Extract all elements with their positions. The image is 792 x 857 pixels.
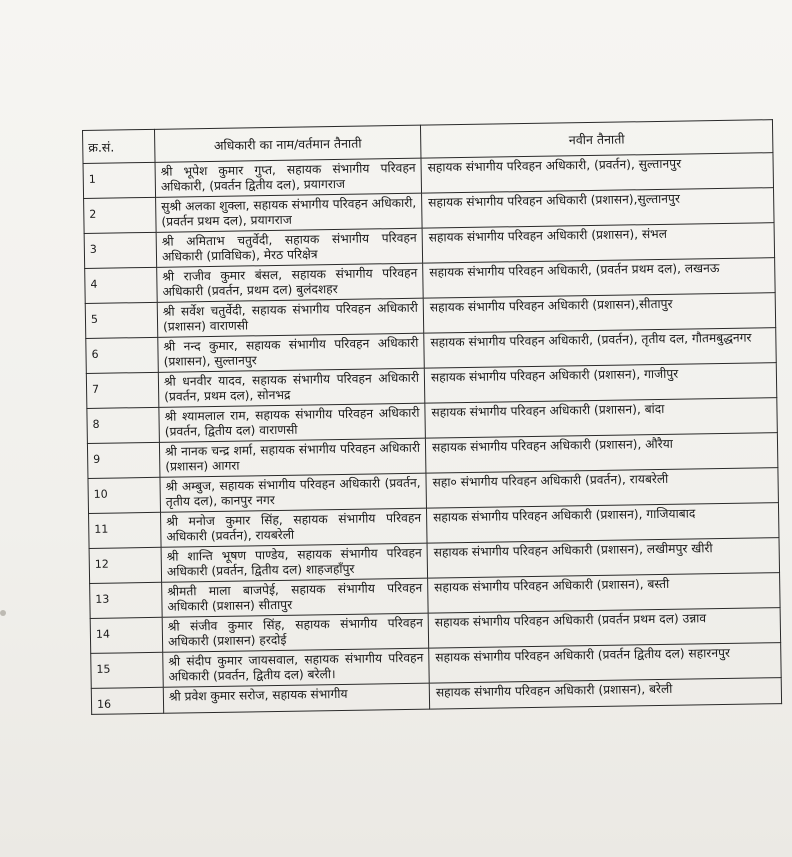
- header-new-posting: नवीन तैनाती: [420, 120, 772, 159]
- officer-cell: श्री राजीव कुमार बंसल, सहायक संभागीय परिवहन अधिकारी (प्रवर्तन, प्रथम दल) बुलंदशहर: [157, 263, 424, 302]
- new-posting-cell: सहायक संभागीय परिवहन अधिकारी (प्रशासन), गाजियाबाद: [426, 503, 779, 544]
- officer-cell: श्री शान्ति भूषण पाण्डेय, सहायक संभागीय परिवहन अधिकारी (प्रवर्तन, द्वितीय दल) शाहजहाँपुर: [161, 543, 428, 582]
- page-edge-mark: [0, 610, 6, 616]
- new-posting-cell: सहायक संभागीय परिवहन अधिकारी (प्रशासन), संभल: [422, 223, 775, 264]
- header-serial: क्र.सं.: [83, 129, 156, 163]
- new-posting-cell: सहायक संभागीय परिवहन अधिकारी (प्रशासन),सीतापुर: [423, 293, 776, 334]
- new-posting-cell: सहायक संभागीय परिवहन अधिकारी (प्रशासन), लखीमपुर खीरी: [427, 538, 780, 579]
- new-posting-cell: सहायक संभागीय परिवहन अधिकारी (प्रवर्तन द्वितीय दल) सहारनपुर: [429, 643, 782, 684]
- new-posting-cell: सहायक संभागीय परिवहन अधिकारी, (प्रवर्तन), सुल्तानपुर: [421, 153, 774, 194]
- serial-cell: 13: [90, 582, 163, 618]
- officer-cell: श्री श्यामलाल राम, सहायक संभागीय परिवहन अधिकारी (प्रवर्तन, द्वितीय दल) वाराणसी: [159, 403, 426, 442]
- new-posting-cell: सहायक संभागीय परिवहन अधिकारी, (प्रवर्तन), तृतीय दल, गौतमबुद्धनगर: [424, 328, 777, 369]
- officer-cell: श्री मनोज कुमार सिंह, सहायक संभागीय परिवहन अधिकारी (प्रवर्तन), रायबरेली: [161, 508, 428, 547]
- new-posting-cell: सहायक संभागीय परिवहन अधिकारी (प्रशासन), बांदा: [425, 398, 778, 439]
- serial-cell: 2: [84, 197, 157, 233]
- table-body: [83, 153, 782, 715]
- new-posting-cell: सहायक संभागीय परिवहन अधिकारी, (प्रवर्तन प्रथम दल), लखनऊ: [423, 258, 776, 299]
- officer-cell: श्रीमती माला बाजपेई, सहायक संभागीय परिवहन अधिकारी (प्रशासन) सीतापुर: [162, 578, 429, 617]
- serial-cell: 3: [84, 232, 157, 268]
- officer-cell: सुश्री अलका शुक्ला, सहायक संभागीय परिवहन अधिकारी, (प्रवर्तन प्रथम दल), प्रयागराज: [156, 193, 423, 232]
- new-posting-cell: सहायक संभागीय परिवहन अधिकारी (प्रशासन), बरेली: [429, 678, 781, 710]
- new-posting-cell: सहायक संभागीय परिवहन अधिकारी (प्रशासन), गाजीपुर: [424, 363, 777, 404]
- header-officer: अधिकारी का नाम/वर्तमान तैनाती: [154, 125, 420, 162]
- new-posting-cell: सहा० संभागीय परिवहन अधिकारी (प्रवर्तन), रायबरेली: [426, 468, 779, 509]
- officer-cell: श्री नन्द कुमार, सहायक संभागीय परिवहन अधिकारी (प्रशासन), सुल्तानपुर: [158, 333, 425, 372]
- serial-cell: 6: [86, 337, 159, 373]
- serial-cell: 8: [87, 407, 160, 443]
- serial-cell: 5: [85, 302, 158, 338]
- serial-cell: 16: [91, 687, 163, 714]
- serial-cell: 10: [88, 477, 161, 513]
- serial-cell: 12: [89, 547, 162, 583]
- serial-cell: 7: [86, 372, 159, 408]
- serial-cell: 11: [89, 512, 162, 548]
- officer-cell: श्री संदीप कुमार जायसवाल, सहायक संभागीय परिवहन अधिकारी (प्रवर्तन, द्वितीय दल) बरेली।: [163, 648, 430, 687]
- new-posting-cell: सहायक संभागीय परिवहन अधिकारी (प्रशासन), औरैया: [425, 433, 778, 474]
- serial-cell: 1: [83, 162, 156, 198]
- new-posting-cell: सहायक संभागीय परिवहन अधिकारी (प्रशासन), बस्ती: [428, 573, 781, 614]
- officer-cell: श्री धनवीर यादव, सहायक संभागीय परिवहन अधिकारी (प्रवर्तन, प्रथम दल), सोनभद्र: [158, 368, 425, 407]
- officer-cell: श्री अम्बुज, सहायक संभागीय परिवहन अधिकारी (प्रवर्तन, तृतीय दल), कानपुर नगर: [160, 473, 427, 512]
- new-posting-cell: सहायक संभागीय परिवहन अधिकारी (प्रवर्तन प्रथम दल) उन्नाव: [428, 608, 781, 649]
- serial-cell: 14: [90, 617, 163, 653]
- officer-cell: श्री अमिताभ चतुर्वेदी, सहायक संभागीय परिवहन अधिकारी (प्राविधिक), मेरठ परिक्षेत्र: [156, 228, 423, 267]
- serial-cell: 9: [87, 442, 160, 478]
- serial-cell: 15: [91, 652, 164, 688]
- officer-cell: श्री नानक चन्द्र शर्मा, सहायक संभागीय परिवहन अधिकारी (प्रशासन) आगरा: [159, 438, 426, 477]
- new-posting-cell: सहायक संभागीय परिवहन अधिकारी (प्रशासन),सुल्तानपुर: [422, 188, 775, 229]
- officer-cell: श्री प्रवेश कुमार सरोज, सहायक संभागीय: [163, 683, 429, 713]
- officer-cell: श्री सर्वेश चतुर्वेदी, सहायक संभागीय परिवहन अधिकारी (प्रशासन) वाराणसी: [157, 298, 424, 337]
- serial-cell: 4: [85, 267, 158, 303]
- posting-table-container: [82, 119, 781, 715]
- posting-table: [82, 119, 782, 715]
- officer-cell: श्री भूपेश कुमार गुप्त, सहायक संभागीय परिवहन अधिकारी, (प्रवर्तन द्वितीय दल), प्रयागराज: [155, 158, 422, 197]
- officer-cell: श्री संजीव कुमार सिंह, सहायक संभागीय परिवहन अधिकारी (प्रशासन) हरदोई: [162, 613, 429, 652]
